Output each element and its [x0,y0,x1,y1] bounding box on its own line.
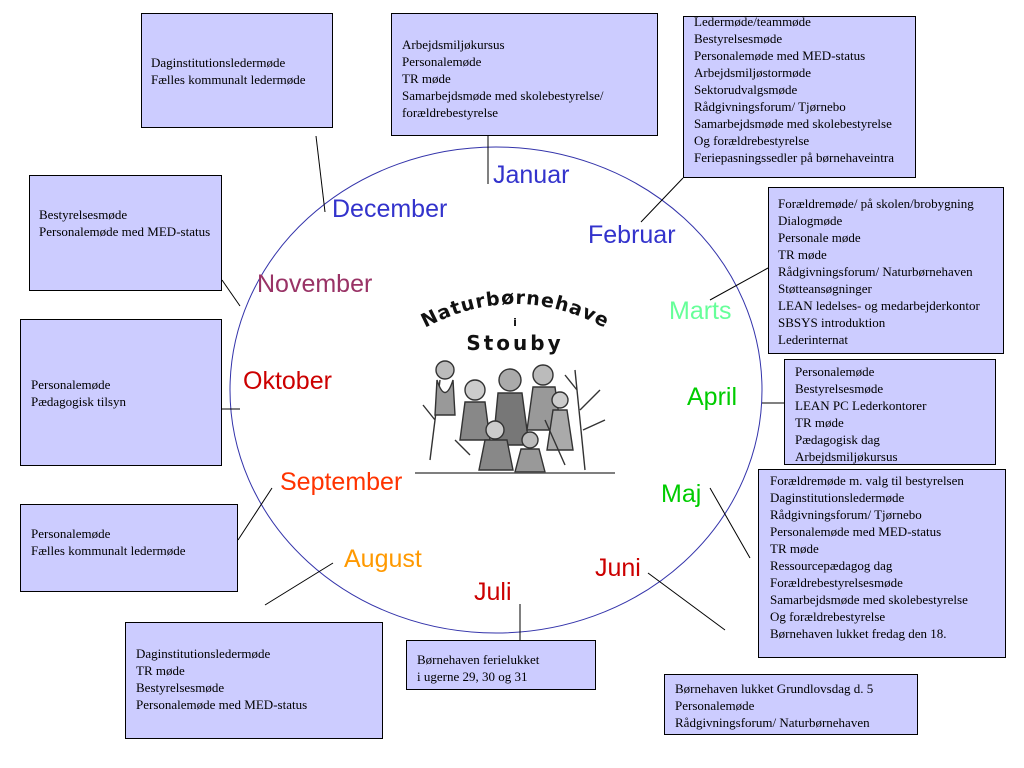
event-line: forældrebestyrelse [402,105,499,120]
event-line: Daginstitutionsledermøde [770,490,905,505]
event-line: Personalemøde med MED-status [694,48,866,63]
event-line: Børnehaven ferielukket [417,652,540,667]
event-line: Personalemøde [675,698,755,713]
event-line: Fælles kommunalt ledermøde [31,543,186,558]
event-line: Støtteansøgninger [778,281,872,296]
event-line: Bestyrelsesmøde [39,207,128,222]
event-line: Børnehaven lukket Grundlovsdag d. 5 [675,681,874,696]
month-label-november: November [257,270,373,298]
event-line: Samarbejdsmøde med skolebestyrelse/ [402,88,604,103]
event-line: Samarbejdsmøde med skolebestyrelse [770,592,968,607]
kindergarten-logo [415,280,615,475]
event-line: Forældremøde m. valg til bestyrelsen [770,473,964,488]
logo-title-line1: Naturbørnehave [417,286,614,333]
event-line: TR møde [136,663,185,678]
event-line: Rådgivningsforum/ Tjørnebo [694,99,846,114]
event-line: Personalemøde med MED-status [770,524,942,539]
month-label-marts: Marts [669,297,732,325]
connector-december [316,136,325,212]
event-line: LEAN PC Lederkontorer [795,398,927,413]
event-box-august [125,622,383,739]
event-box-juli [406,640,596,690]
month-label-februar: Februar [588,221,676,249]
month-label-januar: Januar [493,161,570,189]
event-line: TR møde [770,541,819,556]
logo-title-line3: Stouby [466,331,564,355]
month-label-juli: Juli [474,578,512,606]
event-line: TR møde [778,247,827,262]
event-line: Bestyrelsesmøde [136,680,225,695]
event-line: Rådgivningsforum/ Naturbørnehaven [675,715,870,730]
event-line: i ugerne 29, 30 og 31 [417,669,528,684]
event-line: Personalemøde [31,377,111,392]
event-line: Personalemøde [31,526,111,541]
connector-februar [641,178,683,222]
connector-august [265,563,333,605]
event-line: Pædagogisk dag [795,432,880,447]
event-line: Forældrebestyrelsesmøde [770,575,903,590]
event-line: Og forældrebestyrelse [770,609,886,624]
event-line: Pædagogisk tilsyn [31,394,126,409]
logo-title-line2: i [513,316,517,329]
event-box-september [20,504,238,592]
event-box-januar [391,13,658,136]
event-line: Daginstitutionsledermøde [136,646,271,661]
event-box-oktober [20,319,222,466]
event-line: Børnehaven lukket fredag den 18. [770,626,947,641]
event-line: Bestyrelsesmøde [795,381,884,396]
event-line: Daginstitutionsledermøde [151,55,286,70]
event-line: Arbejdsmiljøstormøde [694,65,811,80]
month-label-oktober: Oktober [243,367,332,395]
connector-maj [710,488,750,558]
event-line: Arbejdsmiljøkursus [402,37,505,52]
event-box-februar [683,16,916,178]
event-line: Lederinternat [778,332,849,347]
event-line: Rådgivningsforum/ Naturbørnehaven [778,264,973,279]
event-line: Sektorudvalgsmøde [694,82,798,97]
month-label-april: April [687,383,738,411]
event-line: Feriepasningssedler på børnehaveintra [694,150,894,165]
event-line: Personalemøde med MED-status [39,224,211,239]
event-line: Bestyrelsesmøde [694,31,783,46]
connector-marts [710,268,768,300]
event-box-maj [758,469,1006,658]
event-line: Og forældrebestyrelse [694,133,810,148]
event-line: Fælles kommunalt ledermøde [151,72,306,87]
event-box-november [29,175,222,291]
event-box-april [784,359,996,465]
month-label-december: December [332,195,448,223]
event-line: Personalemøde [402,54,482,69]
month-label-maj: Maj [661,480,702,508]
event-line: Rådgivningsforum/ Tjørnebo [770,507,922,522]
event-line: Ledermøde/teammøde [694,16,811,29]
event-line: Personalemøde med MED-status [136,697,308,712]
event-line: TR møde [795,415,844,430]
connector-november [222,280,240,306]
event-line: TR møde [402,71,451,86]
event-line: Ressourcepædagog dag [770,558,893,573]
event-line: Samarbejdsmøde med skolebestyrelse [694,116,892,131]
event-line: LEAN ledelses- og medarbejderkontor [778,298,980,313]
children-drawing-icon [415,361,615,473]
connector-juni [648,573,725,630]
event-line: Dialogmøde [778,213,843,228]
event-box-marts [768,187,1004,354]
event-line: Forældremøde/ på skolen/brobygning [778,196,974,211]
month-label-juni: Juni [595,554,641,582]
month-label-august: August [344,545,422,573]
event-box-december [141,13,333,128]
month-label-september: September [280,468,403,496]
event-line: Personale møde [778,230,861,245]
event-line: SBSYS introduktion [778,315,886,330]
event-box-juni [664,674,918,735]
event-line: Arbejdsmiljøkursus [795,449,898,464]
event-line: Personalemøde [795,364,875,379]
